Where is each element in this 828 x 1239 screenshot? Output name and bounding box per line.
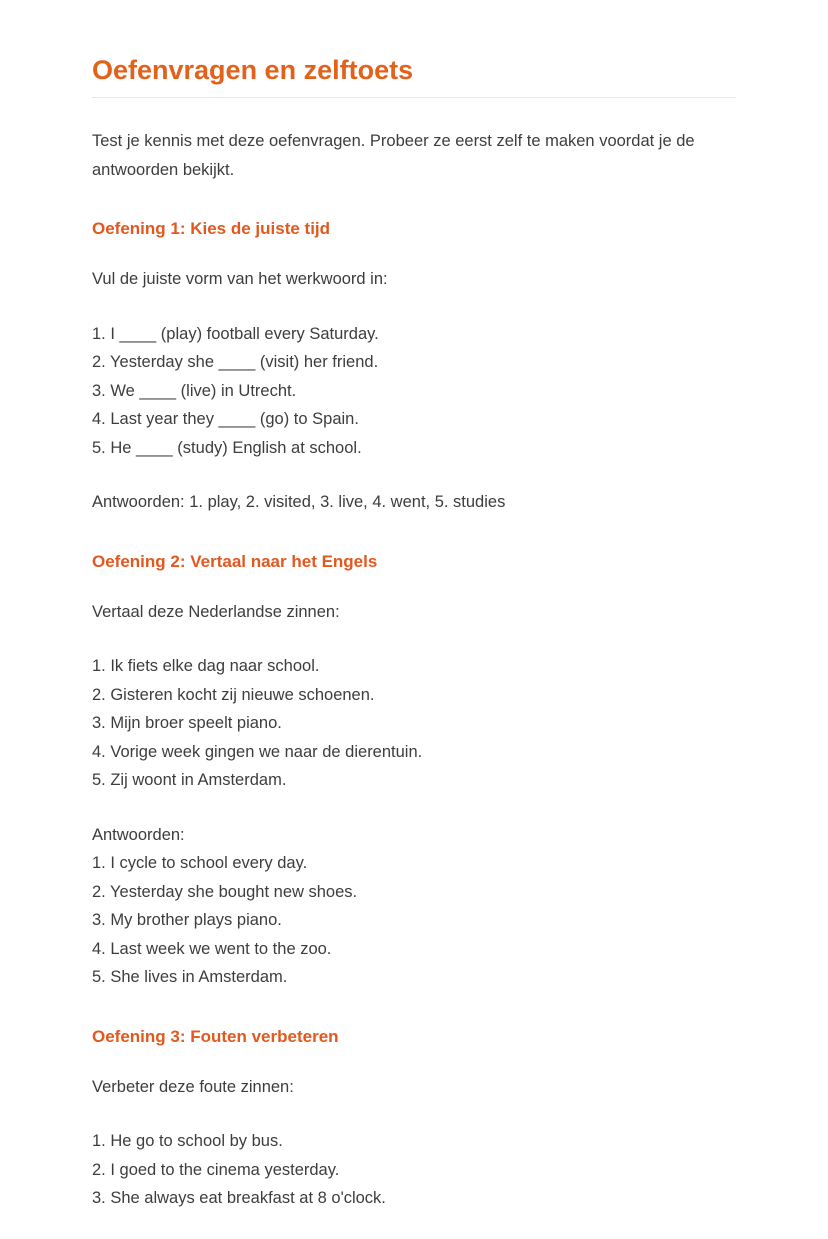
title-divider (92, 97, 736, 98)
exercise-item: 2. Yesterday she ____ (visit) her friend. (92, 353, 379, 371)
page-title: Oefenvragen en zelftoets (92, 55, 414, 85)
exercise-item: 1. Ik fiets elke dag naar school. (92, 657, 320, 675)
exercise-1-heading: Oefening 1: Kies de juiste tijd (92, 219, 331, 238)
exercise-item: 4. Vorige week gingen we naar de dierentuin. (92, 742, 423, 761)
exercise-item: 2. I goed to the cinema yesterday. (92, 1160, 340, 1179)
exercise-3-heading: Oefening 3: Fouten verbeteren (92, 1026, 339, 1046)
exercise-item: 3. We ____ (live) in Utrecht. (92, 381, 297, 400)
exercise-2-items (92, 652, 736, 795)
document-page (92, 0, 736, 1213)
exercise-3-items (92, 1127, 736, 1213)
exercise-2-instruction: Vertaal deze Nederlandse zinnen: (92, 602, 340, 621)
exercise-1-answers (92, 488, 736, 517)
exercise-item: 1. I ____ (play) football every Saturday. (92, 324, 379, 343)
exercise-item: 2. Gisteren kocht zij nieuwe schoenen. (92, 685, 375, 704)
exercise-3-instruction: Verbeter deze foute zinnen: (92, 1077, 294, 1096)
section-exercise-1 (92, 218, 736, 517)
exercise-item: 3. Mijn broer speelt piano. (92, 714, 282, 732)
exercise-2-answers (92, 821, 736, 992)
answers-line: 2. Yesterday she bought new shoes. (92, 882, 358, 901)
exercise-2-heading: Oefening 2: Vertaal naar het Engels (92, 551, 378, 571)
answers-line: 3. My brother plays piano. (92, 911, 282, 929)
intro-paragraph: Test je kennis met deze oefenvragen. Probeer ze eerst zelf te maken voordat je de antwoorden bekijkt. (92, 132, 695, 179)
answers-line: Antwoorden: 1. play, 2. visited, 3. live, 4. went, 5. studies (92, 493, 506, 511)
exercise-item: 3. She always eat breakfast at 8 o'clock. (92, 1189, 386, 1207)
answers-line: 4. Last week we went to the zoo. (92, 939, 332, 958)
exercise-item: 5. He ____ (study) English at school. (92, 438, 362, 457)
answers-line: 1. I cycle to school every day. (92, 854, 308, 872)
exercise-1-items (92, 320, 736, 463)
section-exercise-2 (92, 551, 736, 992)
answers-line: 5. She lives in Amsterdam. (92, 968, 288, 986)
exercise-item: 4. Last year they ____ (go) to Spain. (92, 410, 359, 428)
exercise-item: 1. He go to school by bus. (92, 1132, 283, 1150)
exercise-1-instruction: Vul de juiste vorm van het werkwoord in: (92, 270, 388, 288)
exercise-item: 5. Zij woont in Amsterdam. (92, 771, 287, 789)
section-exercise-3 (92, 1026, 736, 1213)
answers-label: Antwoorden: (92, 825, 185, 844)
